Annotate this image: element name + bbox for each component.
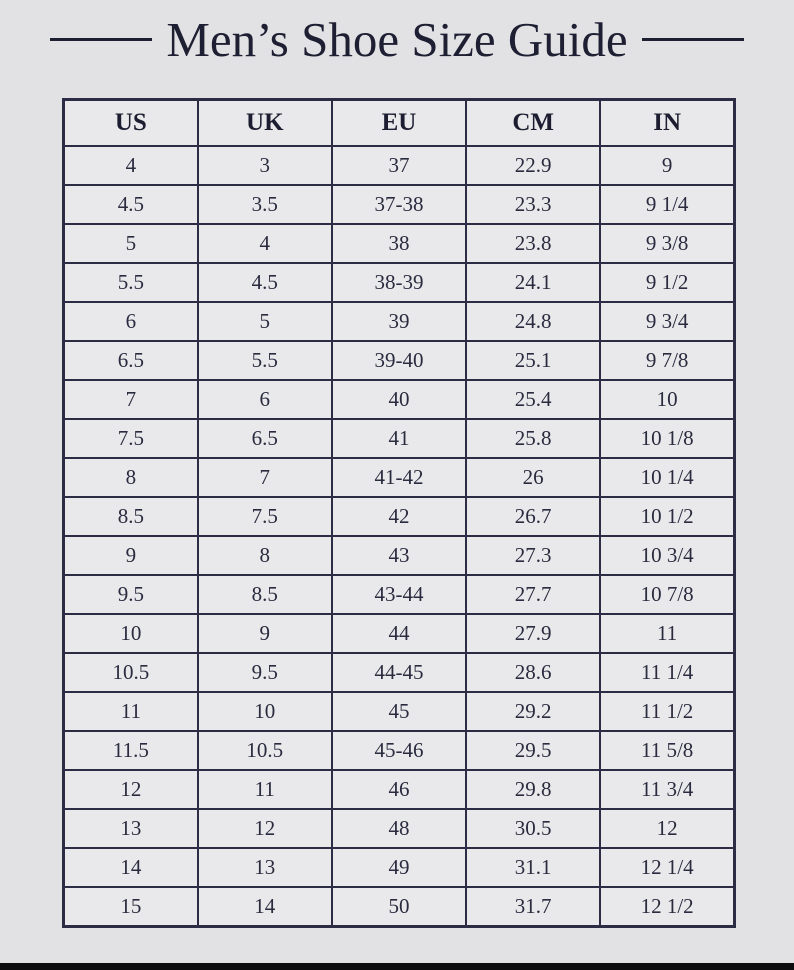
table-row [64,341,735,380]
cell-uk: 5 [198,302,332,341]
cell-in: 10 3/4 [600,536,734,575]
header-uk: UK [198,100,332,147]
cell-us: 15 [64,887,198,927]
cell-in: 9 3/4 [600,302,734,341]
cell-uk: 14 [198,887,332,927]
cell-eu: 45 [332,692,466,731]
cell-uk: 10 [198,692,332,731]
cell-cm: 28.6 [466,653,600,692]
cell-in: 12 [600,809,734,848]
header-in: IN [600,100,734,147]
cell-eu: 40 [332,380,466,419]
cell-uk: 6.5 [198,419,332,458]
table-row [64,809,735,848]
title-rule-right [642,38,744,41]
cell-us: 5.5 [64,263,198,302]
cell-uk: 11 [198,770,332,809]
table-row [64,653,735,692]
table-row [64,419,735,458]
table-row [64,302,735,341]
cell-us: 8.5 [64,497,198,536]
cell-in: 9 3/8 [600,224,734,263]
cell-cm: 26.7 [466,497,600,536]
header-eu: EU [332,100,466,147]
cell-eu: 42 [332,497,466,536]
cell-in: 9 [600,146,734,185]
cell-us: 13 [64,809,198,848]
table-row [64,731,735,770]
cell-cm: 31.7 [466,887,600,927]
cell-us: 14 [64,848,198,887]
table-row [64,224,735,263]
cell-uk: 8.5 [198,575,332,614]
cell-uk: 8 [198,536,332,575]
cell-eu: 44 [332,614,466,653]
cell-eu: 37 [332,146,466,185]
cell-in: 10 [600,380,734,419]
cell-eu: 38-39 [332,263,466,302]
table-row [64,692,735,731]
table-row [64,614,735,653]
cell-us: 7.5 [64,419,198,458]
cell-cm: 29.5 [466,731,600,770]
page-title: Men’s Shoe Size Guide [166,11,628,67]
table-row [64,536,735,575]
cell-in: 10 7/8 [600,575,734,614]
cell-uk: 3.5 [198,185,332,224]
table-row [64,497,735,536]
size-table [62,98,736,928]
cell-cm: 27.3 [466,536,600,575]
cell-us: 10.5 [64,653,198,692]
cell-eu: 39-40 [332,341,466,380]
cell-cm: 25.8 [466,419,600,458]
table-row [64,185,735,224]
cell-us: 12 [64,770,198,809]
cell-cm: 27.7 [466,575,600,614]
cell-eu: 39 [332,302,466,341]
cell-cm: 29.2 [466,692,600,731]
table-row [64,770,735,809]
cell-cm: 26 [466,458,600,497]
cell-us: 6 [64,302,198,341]
cell-cm: 31.1 [466,848,600,887]
cell-in: 10 1/4 [600,458,734,497]
title-rule-left [50,38,152,41]
cell-eu: 38 [332,224,466,263]
cell-eu: 43 [332,536,466,575]
cell-eu: 45-46 [332,731,466,770]
cell-us: 4.5 [64,185,198,224]
cell-in: 12 1/2 [600,887,734,927]
cell-uk: 7 [198,458,332,497]
bottom-bar [0,963,794,970]
cell-eu: 41-42 [332,458,466,497]
header-us: US [64,100,198,147]
title-row [0,6,794,72]
cell-uk: 4.5 [198,263,332,302]
table-body [64,146,735,927]
cell-cm: 23.8 [466,224,600,263]
cell-us: 11.5 [64,731,198,770]
cell-uk: 9.5 [198,653,332,692]
cell-eu: 46 [332,770,466,809]
table-row [64,575,735,614]
cell-eu: 44-45 [332,653,466,692]
cell-eu: 48 [332,809,466,848]
cell-us: 7 [64,380,198,419]
cell-eu: 50 [332,887,466,927]
cell-cm: 24.1 [466,263,600,302]
cell-uk: 6 [198,380,332,419]
cell-uk: 10.5 [198,731,332,770]
cell-in: 9 1/2 [600,263,734,302]
table-row [64,458,735,497]
cell-us: 6.5 [64,341,198,380]
table-header [64,100,735,147]
table-row [64,146,735,185]
cell-eu: 37-38 [332,185,466,224]
cell-uk: 5.5 [198,341,332,380]
cell-in: 11 1/4 [600,653,734,692]
cell-in: 11 [600,614,734,653]
cell-us: 10 [64,614,198,653]
table-row [64,263,735,302]
cell-cm: 24.8 [466,302,600,341]
cell-uk: 9 [198,614,332,653]
cell-in: 11 1/2 [600,692,734,731]
cell-in: 11 5/8 [600,731,734,770]
cell-uk: 12 [198,809,332,848]
cell-cm: 23.3 [466,185,600,224]
cell-cm: 25.1 [466,341,600,380]
cell-eu: 43-44 [332,575,466,614]
cell-cm: 29.8 [466,770,600,809]
cell-uk: 13 [198,848,332,887]
cell-in: 11 3/4 [600,770,734,809]
cell-cm: 27.9 [466,614,600,653]
cell-uk: 3 [198,146,332,185]
cell-cm: 25.4 [466,380,600,419]
cell-us: 11 [64,692,198,731]
cell-eu: 41 [332,419,466,458]
cell-us: 8 [64,458,198,497]
cell-uk: 4 [198,224,332,263]
table-row [64,848,735,887]
cell-cm: 22.9 [466,146,600,185]
header-row [64,100,735,147]
cell-uk: 7.5 [198,497,332,536]
cell-us: 5 [64,224,198,263]
table-row [64,887,735,927]
cell-in: 12 1/4 [600,848,734,887]
table-row [64,380,735,419]
cell-in: 9 7/8 [600,341,734,380]
cell-in: 9 1/4 [600,185,734,224]
cell-in: 10 1/2 [600,497,734,536]
cell-us: 9.5 [64,575,198,614]
cell-in: 10 1/8 [600,419,734,458]
cell-eu: 49 [332,848,466,887]
cell-us: 4 [64,146,198,185]
header-cm: CM [466,100,600,147]
cell-cm: 30.5 [466,809,600,848]
cell-us: 9 [64,536,198,575]
